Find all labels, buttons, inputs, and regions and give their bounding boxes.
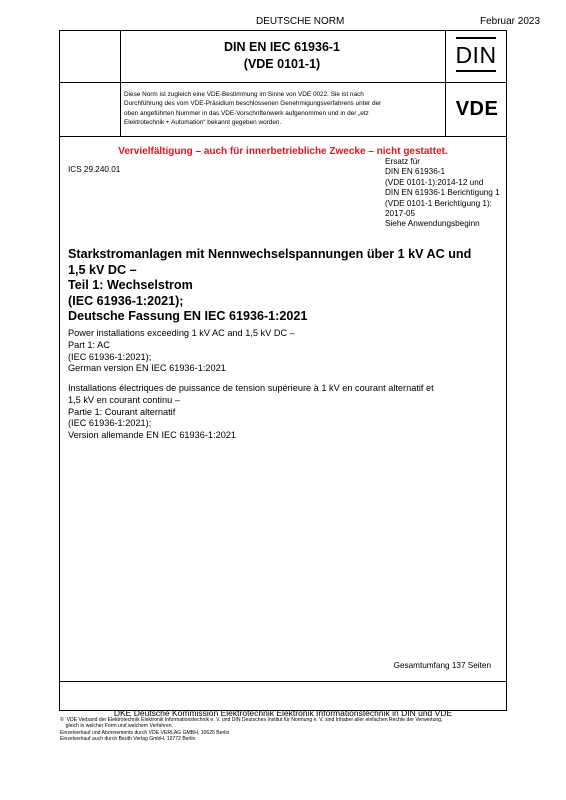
standard-header-row (60, 31, 506, 83)
vde-note-line: Elektrotechnik + Automation“ bekannt gegeben worden. (124, 119, 282, 127)
replacement-line: DIN EN 61936-1 Berichtigung 1 (385, 188, 500, 198)
title-page-frame (59, 30, 507, 718)
title-german-line: Starkstromanlagen mit Nennwechselspannungen über 1 kV AC und (68, 247, 472, 261)
standard-number-line: DIN EN IEC 61936-1 (223, 40, 341, 54)
title-french (68, 383, 504, 442)
title-french-line: Partie 1: Courant alternatif (68, 406, 176, 417)
copyright-line: Einzelverkauf und Abonnements durch VDE VERLAG GMBH, 10625 Berlin (60, 729, 230, 736)
copyright-line: © VDE Verband der Elektrotechnik Elektronik Informationstechnik e. V. und DIN Deutsches Institut für Normung e. V. sind Inhaber aller einfachen Rechte der Verwertung, (60, 717, 443, 723)
publication-date: Februar 2023 (480, 16, 541, 27)
replacement-line: (VDE 0101-1 Berichtigung 1): (385, 198, 492, 208)
title-english-line: (IEC 61936-1:2021); (68, 351, 152, 362)
title-german-line: Teil 1: Wechselstrom (68, 278, 193, 292)
copyright-line: Einzelverkauf auch durch Beuth Verlag GmbH, 10772 Berlin (60, 736, 196, 743)
title-german-line: Deutsche Fassung EN IEC 61936-1:2021 (68, 309, 308, 323)
header-divider-right (445, 31, 446, 137)
footer-divider (60, 681, 506, 682)
title-english (68, 328, 504, 375)
vde-regulation-note (124, 90, 440, 128)
replacement-line: DIN EN 61936-1 (385, 167, 446, 177)
title-german (68, 247, 504, 325)
ics-code: ICS 29.240.01 (68, 165, 121, 174)
replacement-line: Siehe Anwendungsbeginn (385, 219, 480, 229)
vde-note-line: oben angeführten Nummer in das VDE-Vorschriftenwerk aufgenommen und in der „etz (124, 109, 369, 117)
title-english-line: German version EN IEC 61936-1:2021 (68, 363, 226, 374)
din-logo (455, 37, 497, 75)
replacement-info (385, 157, 505, 230)
title-german-line: 1,5 kV DC – (68, 262, 137, 277)
total-pages: Gesamtumfang 137 Seiten (393, 661, 491, 670)
title-french-line: 1,5 kV en courant continu – (68, 394, 180, 405)
copyright-notice (60, 717, 530, 743)
vde-note-line: Diese Norm ist zugleich eine VDE-Bestimmung im Sinne von VDE 0022. Sie ist nach (124, 91, 364, 98)
copyright-line: gleich in welcher Form und welchem Verfahren. (60, 723, 173, 730)
title-french-line: (IEC 61936-1:2021); (68, 418, 152, 429)
replacement-line: 2017-05 (385, 209, 416, 219)
replacement-line: Ersatz für (385, 157, 421, 166)
replacement-line: (VDE 0101-1):2014-12 und (385, 177, 484, 187)
standard-number (124, 39, 440, 73)
title-english-line: Part 1: AC (68, 339, 110, 350)
din-logo-text: DIN (455, 42, 497, 68)
document-type-label: DEUTSCHE NORM (256, 16, 345, 27)
title-german-line: (IEC 61936-1:2021); (68, 293, 184, 308)
din-logo-top-bar (456, 37, 496, 39)
header-divider-left (120, 31, 121, 137)
title-french-line: Installations électriques de puissance de tension supérieure à 1 kV en courant alternatif et (68, 383, 434, 393)
title-french-line: Version allemande EN IEC 61936-1:2021 (68, 430, 237, 441)
vde-header-row (60, 83, 506, 137)
title-english-line: Power installations exceeding 1 kV AC and 1,5 kV DC – (68, 328, 295, 338)
din-logo-bottom-bar (456, 70, 496, 72)
committee-name: DKE Deutsche Kommission Elektrotechnik Elektronik Informationstechnik in DIN und VDE (113, 708, 453, 718)
vde-logo: VDE (455, 98, 499, 120)
reproduction-warning: Vervielfältigung – auch für innerbetriebliche Zwecke – nicht gestattet. (118, 146, 448, 157)
vde-note-line: Durchführung des vom VDE-Präsidium beschlossenen Genehmigungsverfahrens unter der (124, 100, 382, 108)
standard-number-line: (VDE 0101-1) (243, 57, 321, 71)
